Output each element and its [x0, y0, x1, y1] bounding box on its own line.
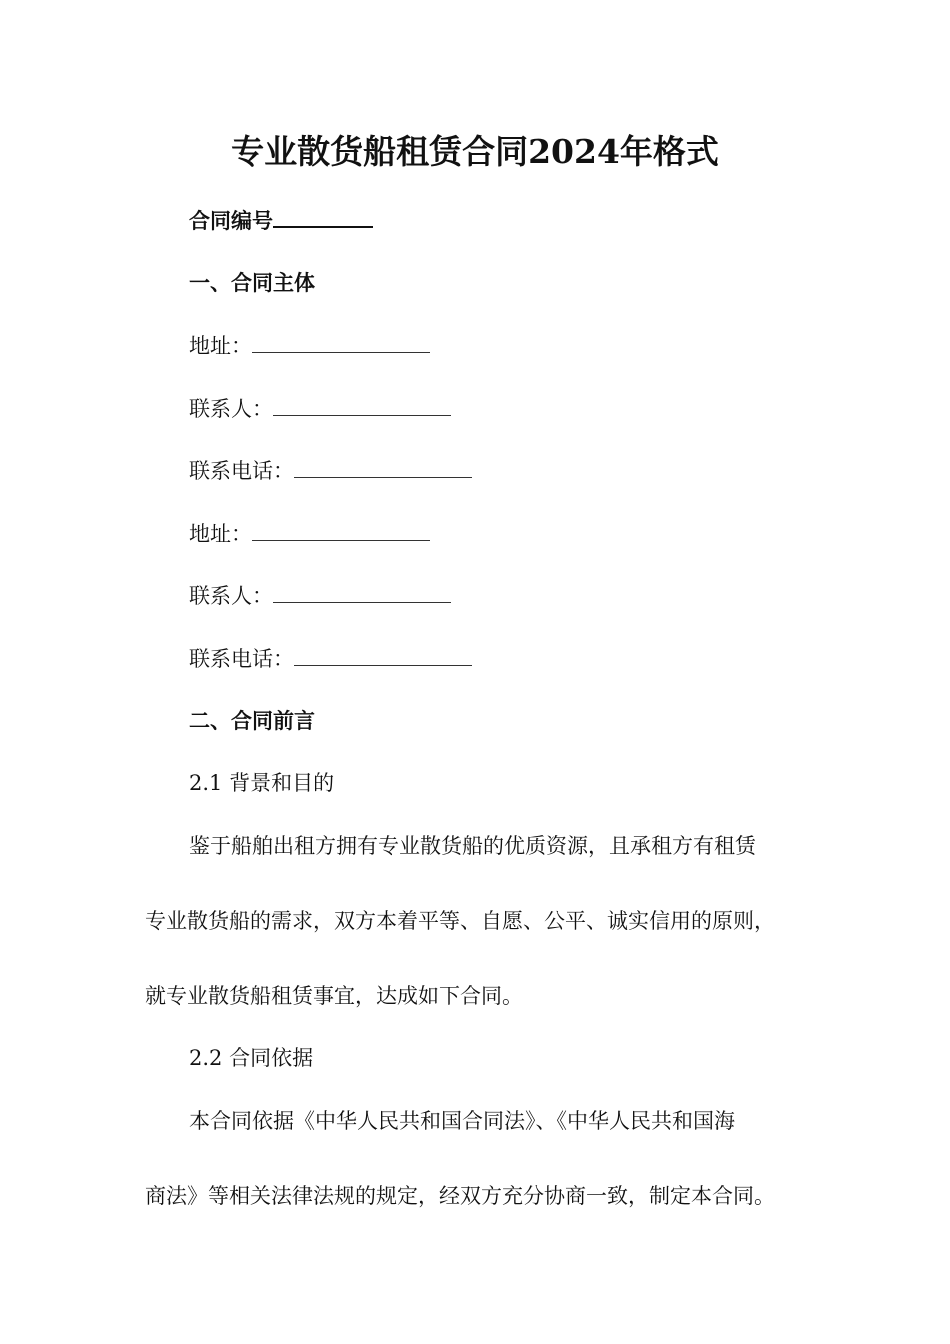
field-label: 联系人： — [189, 397, 273, 421]
field-label: 联系电话： — [189, 647, 294, 671]
field-label: 地址： — [189, 522, 252, 546]
paragraph-line: 商法》等相关法律法规的规定，经双方充分协商一致，制定本合同。 — [145, 1184, 775, 1208]
contract-number-blank[interactable] — [273, 208, 373, 228]
paragraph-line: 就专业散货船租赁事宜，达成如下合同。 — [145, 984, 523, 1008]
party-a-address-row — [189, 331, 430, 361]
section-heading-preamble: 二、合同前言 — [189, 708, 315, 733]
party-a-phone-row — [189, 456, 472, 486]
field-label: 联系人： — [189, 584, 273, 608]
phone-blank[interactable] — [294, 459, 472, 478]
contact-person-blank[interactable] — [273, 584, 451, 603]
contract-number-row — [189, 206, 373, 236]
field-label: 地址： — [189, 334, 252, 358]
subsection-heading-basis: 2.2 合同依据 — [189, 1046, 314, 1070]
paragraph-line: 本合同依据《中华人民共和国合同法》、《中华人民共和国海 — [189, 1109, 735, 1133]
party-b-contact-row — [189, 581, 451, 611]
paragraph-line: 鉴于船舶出租方拥有专业散货船的优质资源，且承租方有租赁 — [189, 834, 756, 858]
party-b-address-row — [189, 519, 430, 549]
subsection-heading-background: 2.1 背景和目的 — [189, 771, 335, 795]
party-a-contact-row — [189, 394, 451, 424]
contract-number-label: 合同编号 — [189, 208, 273, 233]
field-label: 联系电话： — [189, 459, 294, 483]
section-heading-parties: 一、合同主体 — [189, 270, 315, 295]
address-blank[interactable] — [252, 522, 430, 541]
contact-person-blank[interactable] — [273, 397, 451, 416]
document-title: 专业散货船租赁合同2024年格式 — [231, 132, 719, 171]
address-blank[interactable] — [252, 334, 430, 353]
paragraph-line: 专业散货船的需求，双方本着平等、自愿、公平、诚实信用的原则， — [145, 909, 775, 933]
phone-blank[interactable] — [294, 647, 472, 666]
party-b-phone-row — [189, 644, 472, 674]
